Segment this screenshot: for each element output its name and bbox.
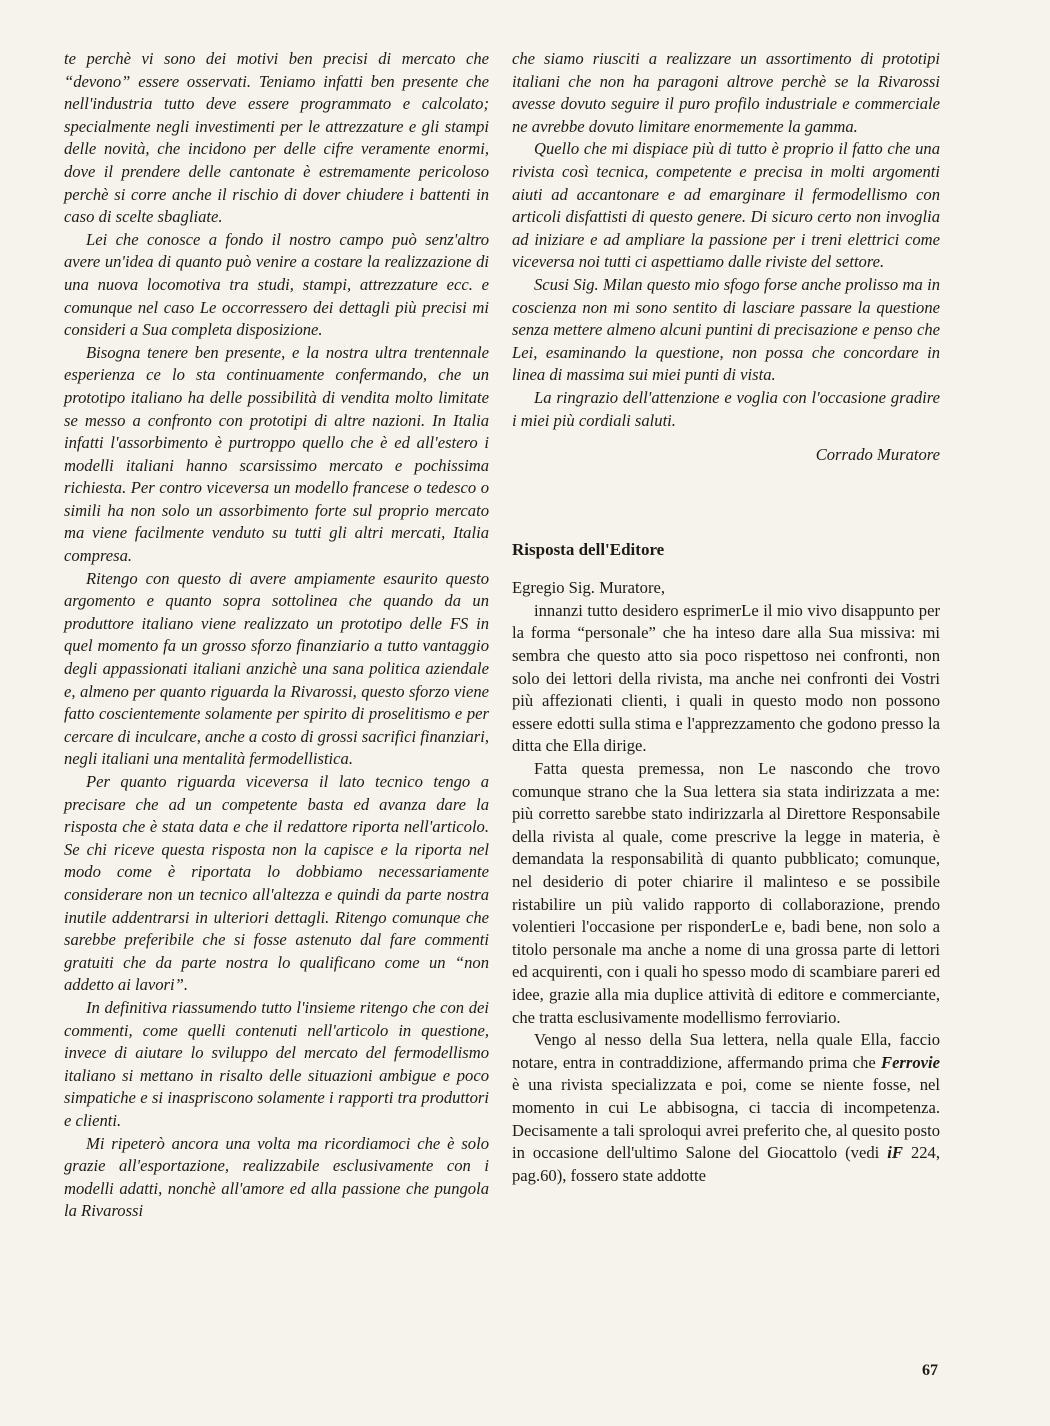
left-paragraph-3: Bisogna tenere ben presente, e la nostra ultra trentennale esperienza ce lo sta continuamente confermando, che un prototipo italiano ha delle possibilità di vendita molto limitate se messo a confronto con prototipi di altre nazioni. In Italia infatti l'assorbimento è purtroppo quello che è ed all'estero i modelli italiani hanno scarsissimo mercato e pochissima richiesta. Per contro viceversa un modello francese o tedesco o simili ha non solo un assorbimento forte sul proprio mercato ma viene facilmente venduto su tutti gli altri mercati, Italia compresa.	[64, 342, 489, 566]
left-column	[64, 48, 489, 1223]
letter-paragraph-2: Quello che mi dispiace più di tutto è proprio il fatto che una rivista così tecnica, competente e precisa in molti argomenti aiuti ad accantonare e ad emarginare il fermodellismo con articoli disfattisti di questo genere. Di sicuro certo non invoglia ad iniziare e ad ampliare la passione per i treni elettrici come viceversa noi tutti ci aspettiamo dalle riviste del settore.	[512, 139, 940, 272]
reply-salutation: Egregio Sig. Muratore,	[512, 578, 665, 598]
left-paragraph-1: te perchè vi sono dei motivi ben precisi di mercato che “devono” essere osservati. Teniamo infatti ben presente che nell'industria tutto deve essere programmato e calcolato; specialmente negli investimenti per le attrezzature e gli stampi delle novità, che incidono per delle cifre veramente enormi, dove il prendere delle cantonate è estremamente pericoloso perchè si corre anche il rischio di dover chiudere i battenti in caso di scelte sbagliate.	[64, 49, 489, 227]
reply-paragraph-3	[512, 1029, 940, 1187]
left-paragraph-2: Lei che conosce a fondo il nostro campo può senz'altro avere un'idea di quanto può venire a costare la realizzazione di una nuova locomotiva tra studi, stampi, attrezzature ecc. e comunque nel caso Le occorressero dei dettagli più precisi mi consideri a Sua completa disposizione.	[64, 229, 489, 340]
reply-paragraph-3-part2: è una rivista specializzata e poi, come se niente fosse, nel momento in cui Le abbisogna, ci taccia di incompetenza. Decisamente a tali sproloqui avrei preferito che, al quesito posto in occasione dell'ultimo Salone del Giocattolo (vedi	[512, 1075, 940, 1163]
letter-paragraph-4: La ringrazio dell'attenzione e voglia con l'occasione gradire i miei più cordiali saluti.	[512, 387, 940, 430]
reply-heading: Risposta dell'Editore	[512, 539, 665, 559]
left-paragraph-6: In definitiva riassumendo tutto l'insieme ritengo che con dei commenti, come quelli contenuti nell'articolo in questione, invece di aiutare lo sviluppo del mercato del fermodellismo italiano si mettano in risalto delle situazioni ambigue e poco simpatiche e si inaspriscono solamente i rapporti tra produttori e clienti.	[64, 997, 489, 1130]
reply-paragraph-2: Fatta questa premessa, non Le nascondo che trovo comunque strano che la Sua lettera sia stata indirizzata a me: più corretto sarebbe stato indirizzarla al Direttore Responsabile della rivista al quale, come prescrive la legge in materia, è demandata la responsabilità di quanto pubblicato; comunque, nel desiderio di poter chiarire il malinteso e se possibile ristabilire un più valido rapporto di collaborazione, prendo volentieri l'occasione per risponderLe e, badi bene, non solo a titolo personale ma anche a nome di una grossa parte di lettori ed acquirenti, con i quali ho spesso modo di scambiare pareri ed idee, grazie alla mia duplice attività di editore e commerciante, che tratta esclusivamente modellismo ferroviario.	[512, 759, 940, 1027]
ferrovie-title: Ferrovie	[881, 1052, 940, 1072]
left-paragraph-4: Ritengo con questo di avere ampiamente esaurito questo argomento e quanto sopra sottolinea che quando da un produttore italiano viene realizzato un prototipo delle FS in quel momento fa un grosso sforzo finanziario a tutto vantaggio degli appassionati italiani anzichè una sana politica aziendale e, almeno per quanto riguarda la Rivarossi, questo sforzo viene fatto coscientemente solamente per spirito di proselitismo e per cercare di inculcare, anche a costo di grossi sacrifici finanziari, negli italiani una mentalità fermodellistica.	[64, 568, 489, 769]
right-column	[512, 48, 940, 1187]
reply-paragraph-3-part3: 224, pag.60), fossero state addotte	[512, 1143, 940, 1185]
left-paragraph-7: Mi ripeterò ancora una volta ma ricordiamoci che è solo grazie all'esportazione, realizzabile esclusivamente con i modelli adatti, nonchè all'amore ed alla passione che pungola la Rivarossi	[64, 1133, 489, 1221]
left-paragraph-5: Per quanto riguarda viceversa il lato tecnico tengo a precisare che ad un competente basta ed avanza dare la risposta che è stata data e che il redattore riporta nell'articolo. Se chi riceve questa risposta non la capisce e la riporta nel modo come è riportata lo dobbiamo necessariamente considerare non un tecnico all'altezza e quindi da parte nostra inutile addentrarsi in ulteriori dettagli. Ritengo comunque che sarebbe preferibile che si fosse astenuto dal fare commenti gratuiti che da parte nostra lo qualificano come un “non addetto ai lavori”.	[64, 772, 489, 995]
letter-paragraph-3: Scusi Sig. Milan questo mio sfogo forse anche prolisso ma in coscienza non mi sono sentito di lasciare passare la questione senza mettere almeno alcuni puntini di precisazione e penso che Lei, esaminando la questione, non possa che concordare in linea di massima sui miei punti di vista.	[512, 274, 940, 385]
if-reference: iF	[887, 1143, 903, 1163]
page-number: 67	[922, 1362, 938, 1379]
letter-continuation	[512, 48, 940, 467]
reply-paragraph-3-part1: Vengo al nesso della Sua lettera, nella quale Ella, faccio notare, entra in contraddizione, affermando prima che	[512, 1030, 940, 1072]
letter-paragraph-1: che siamo riusciti a realizzare un assortimento di prototipi italiani che non ha paragoni altrove perchè se la Rivarossi avesse dovuto seguire il puro profilo industriale e commerciale ne avrebbe dovuto limitare enormemente la gamma.	[512, 49, 940, 136]
reply-paragraph-1: innanzi tutto desidero esprimerLe il mio vivo disappunto per la forma “personale” che ha inteso dare alla Sua missiva: mi sembra che questo atto sia poco rispettoso nei confronti, non solo dei lettori della rivista, ma anche nei confronti dei Vostri più affezionati clienti, i quali in questo modo non possono essere edotti sulla stima e l'apprezzamento che godono presso la ditta che Ella dirige.	[512, 600, 940, 756]
letter-signature: Corrado Muratore	[815, 445, 940, 465]
